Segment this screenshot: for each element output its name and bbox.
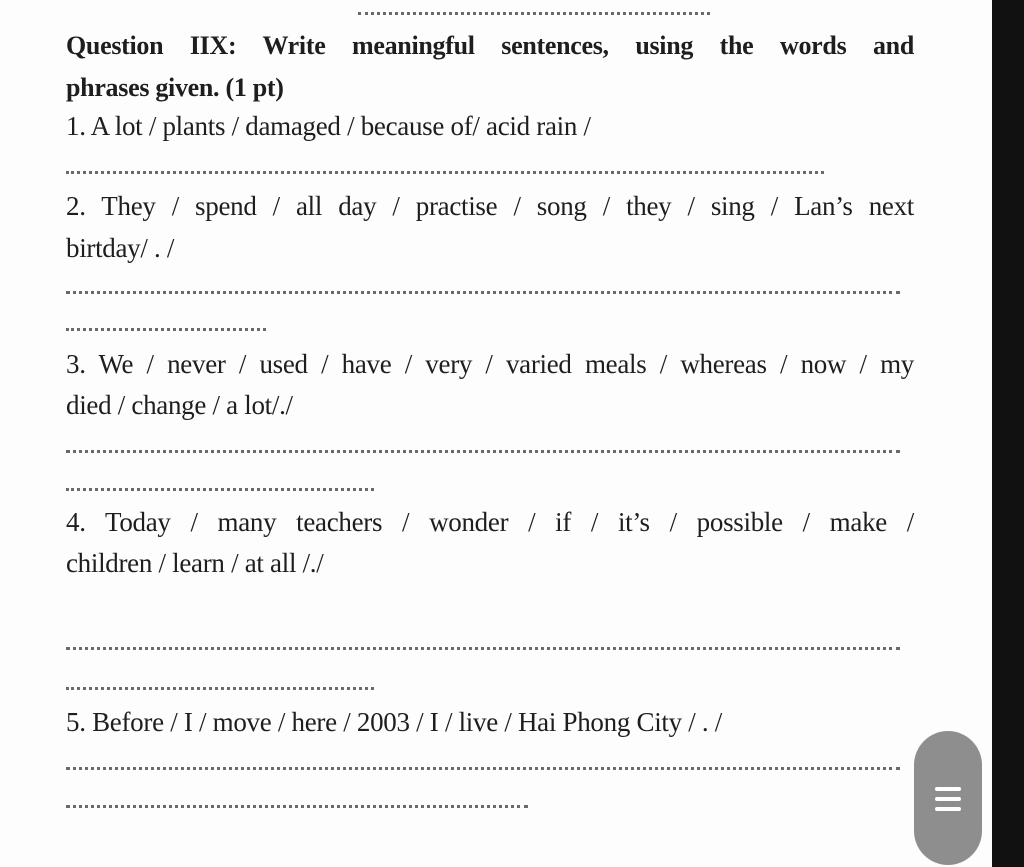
answer-line-4b: [66, 687, 374, 690]
question-2-text-line-1: 2. They / spend / all day / practise / song / they / sing / Lan’s next: [66, 191, 914, 221]
question-1-text: 1. A lot / plants / damaged / because of/ acid rain /: [66, 111, 591, 141]
question-3-text-line-2: died / change / a lot/./: [66, 390, 293, 420]
answer-line-3a: [66, 450, 900, 453]
question-5-text: 5. Before / I / move / here / 2003 / I / live / Hai Phong City / . /: [66, 707, 722, 737]
answer-line-2b: [66, 328, 266, 331]
question-3-text-line-1: 3. We / never / used / have / very / varied meals / whereas / now / my: [66, 349, 914, 379]
question-4-text-line-2: children / learn / at all /./: [66, 548, 324, 578]
answer-line-2a: [66, 291, 900, 294]
answer-line-4a: [66, 647, 900, 650]
question-heading-line-1: Question IIX: Write meaningful sentences, using the words and: [66, 31, 914, 60]
question-4-text-line-1: 4. Today / many teachers / wonder / if / it’s / possible / make /: [66, 507, 914, 537]
question-2-text-line-2: birtday/ . /: [66, 233, 175, 263]
right-edge-border: [992, 0, 1024, 867]
answer-line-top: [358, 12, 710, 15]
answer-line-3b: [66, 488, 374, 491]
answer-line-5a: [66, 767, 900, 770]
answer-line-5b: [66, 805, 528, 808]
scroll-handle-button[interactable]: [914, 731, 982, 865]
answer-line-1: [66, 171, 824, 174]
question-heading-line-2: phrases given. (1 pt): [66, 73, 284, 102]
